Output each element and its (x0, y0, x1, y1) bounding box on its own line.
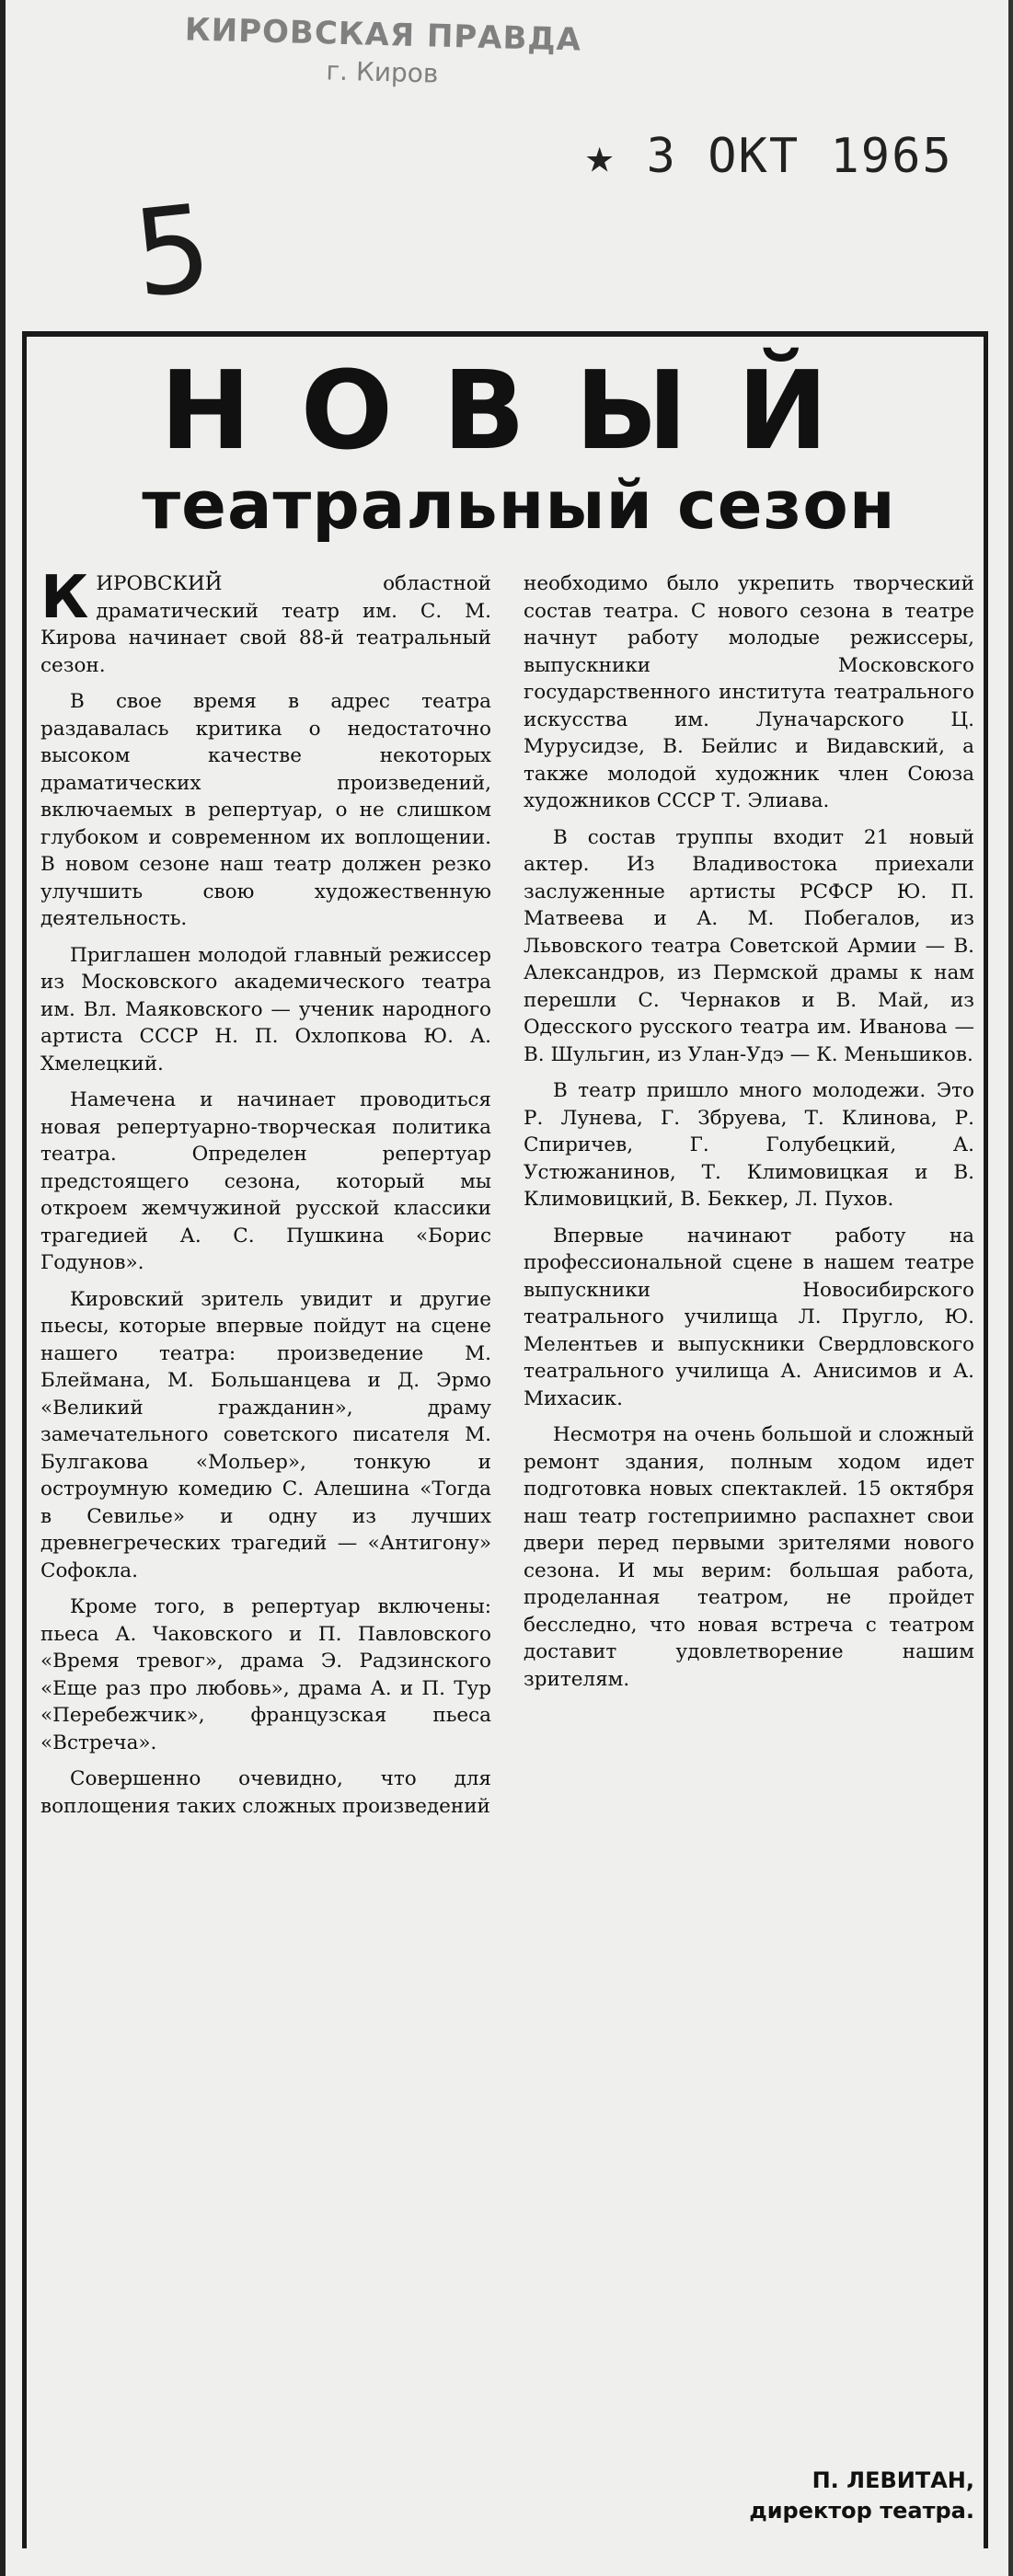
paragraph: Приглашен молодой главный режиссер из Московского академического театра им. Вл. Маяковского — ученик народного артиста СССР Н. П. Охлопкова Ю. А. Хмелецкий. (40, 943, 491, 1075)
paragraph: Намечена и начинает проводиться новая репертуарно-творческая политика театра. Определен репертуар предстоящего сезона, который мы откроем жемчужиной русской классики трагедией А. С. Пушкина «Борис Годунов». (40, 1088, 491, 1274)
newspaper-stamp (161, 11, 604, 94)
article-subheadline: театральный сезон (142, 466, 896, 544)
right-column (524, 570, 974, 1702)
top-border-rule (22, 331, 988, 337)
article-headline: НОВЫЙ (159, 347, 879, 474)
paragraph: Совершенно очевидно, что для воплощения таких сложных произведений (40, 1767, 491, 1818)
paragraph: В состав труппы входит 21 новый актер. Из Владивостока приехали заслуженные артисты РСФСР Ю. П. Матвеева и А. М. Побегалов, из Львовского театра Советской Армии — В. Александров, из Пермской драмы к нам перешли С. Чернаков и В. Май, из Одесского русского театра им. Иванова — В. Шульгин, из Улан-Удэ — К. Меньшиков. (524, 825, 974, 1066)
paragraph: Впервые начинают работу на профессиональной сцене в нашем театре выпускники Новосибирского театрального училища Л. Пругло, Ю. Мелентьев и выпускники Свердловского театрального училища А. Анисимов и А. Михасик. (524, 1224, 974, 1410)
paragraph: В театр пришло много молодежи. Это Р. Лунева, Г. Збруева, Т. Клинова, Р. Спиричев, Г. Голубецкий, А. Устюжанинов, Т. Климовицкая и В. Климовицкий, В. Беккер, Л. Пухов. (524, 1079, 974, 1211)
left-border-rule (22, 331, 27, 2548)
left-column (40, 564, 491, 1829)
author-name: П. ЛЕВИТАН, (812, 2467, 974, 2493)
paragraph: Несмотря на очень большой и сложный ремонт здания, полным ходом идет подготовка новых спектаклей. 15 октября наш театр гостеприимно распахнет свои двери перед первыми зрителями нового сезона. И мы верим: большая работа, проделанная театром, не пройдет бесследно, что новая встреча с театром доставит удовлетворение нашим зрителям. (524, 1423, 974, 1691)
paragraph: Кировский зритель увидит и другие пьесы, которые впервые пойдут на сцене нашего театра: произведение М. Блеймана, М. Большанцева и Д. Эрмо «Великий гражданин», драму замечательного советского писателя М. Булгакова «Мольер», тонкую и остроумную комедию С. Алешина «Тогда в Севилье» и одну из лучших древнегреческих трагедий — «Антигону» Софокла. (40, 1287, 491, 1582)
paragraph (40, 564, 491, 679)
paragraph: необходимо было укрепить творческий состав театра. С нового сезона в театре начнут работу молодые режиссеры, выпускники Московского государственного института театрального искусства им. Луначарского Ц. Мурусидзе, В. Бейлис и Видавский, а также молодой художник член Союза художников СССР Т. Элиава. (524, 572, 974, 812)
paragraph: Кроме того, в репертуар включены: пьеса А. Чаковского и П. Павловского «Время тревог», драма Э. Радзинского «Еще раз про любовь», драма А. и П. Тур «Перебежчик», французская пьеса «Встреча». (40, 1595, 491, 1754)
drop-cap: К (40, 564, 89, 632)
author-signature (524, 2466, 974, 2526)
stamp-newspaper-name: КИРОВСКАЯ ПРАВДА (184, 11, 582, 59)
article-frame (22, 331, 988, 2548)
handwritten-page-number: 5 (127, 178, 218, 325)
date-stamp: ★ 3 ОКТ 1965 (585, 129, 953, 184)
paragraph: В свое время в адрес театра раздавалась критика о недостаточно высоком качестве некоторых драматических произведений, включаемых в репертуар, о не слишком глубоком и современном их воплощении. В новом сезоне наш театр должен резко улучшить свою художественную деятельность. (40, 690, 491, 930)
right-border-rule (984, 331, 988, 2548)
author-title: директор театра. (749, 2498, 974, 2524)
stamp-city: г. Киров (326, 55, 439, 89)
paragraph-text: ИРОВСКИЙ областной драматический театр им. С. М. Кирова начинает свой 88-й театральный сезон. (40, 572, 491, 677)
